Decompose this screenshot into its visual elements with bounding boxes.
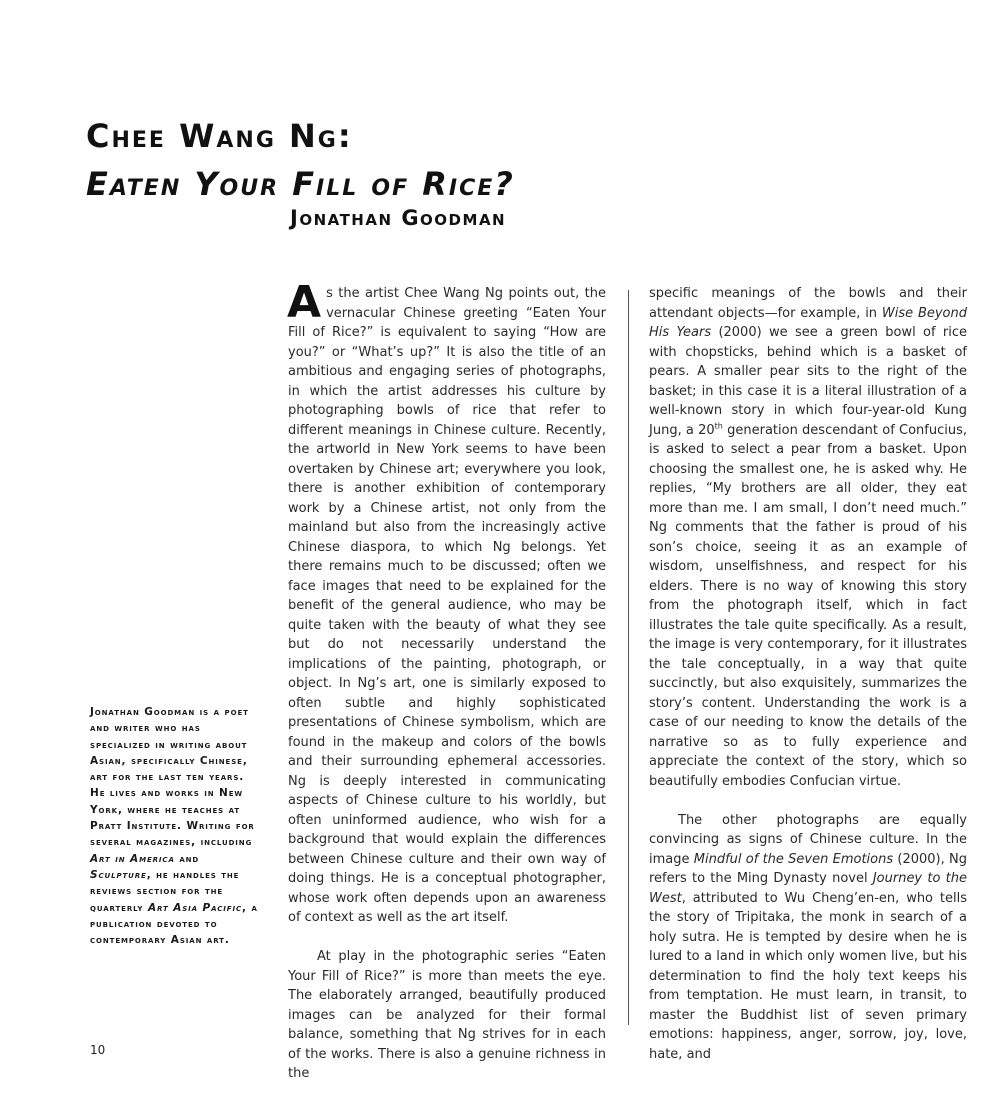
ordinal-suffix: th [714, 421, 723, 431]
title-line-1: Chee Wang Ng: [86, 117, 353, 155]
bio-text-2: , he handles the reviews section for the quarterly [90, 868, 240, 914]
paragraph-3-text-b: (2000) we see a green bowl of rice with chopsticks, behind which is a basket of pears. A smaller pear sits to the right of the basket; in this case it is a literal illustration of a well-known story in which four-year-old Kung Jung, a 20 [649, 325, 967, 438]
paragraph-3-text-a: specific meanings of the bowls and their attendant objects—for example, in [649, 286, 967, 321]
novel-title-journey: Journey to the West [649, 871, 967, 906]
paragraph-3 [649, 284, 967, 791]
page-number: 10 [90, 1043, 106, 1057]
body-column-2 [649, 284, 967, 1064]
author-byline: Jonathan Goodman [290, 206, 507, 230]
artwork-title-mindful: Mindful of the Seven Emotions [693, 851, 894, 867]
paragraph-3-text-c: generation descendant of Confucius, is asked to select a pear from a basket. Upon choosing the smallest one, he is asked why. He replies, “My brothers are all older, they eat more than me. I am small, I don’t need much.” Ng comments that the father is proud of his son’s choice, seeing it as an example of wisdom, unselfishness, and respect for his elders. There is no way of knowing this story from the photograph itself, which in fact illustrates the tale quite specifically. As a result, the image is very contemporary, for it illustrates the tale conceptually, in a way that quite succinctly, but also exquisitely, summarizes the story’s content. Understanding the work is a case of our needing to know the details of the narrative so as to fully experience and appreciate the context of the story, which so beautifully embodies Confucian virtue. [649, 422, 967, 789]
paragraph-4-text-a: The other photographs are equally convincing as signs of Chinese culture. In the image [649, 812, 967, 867]
column-divider [628, 290, 629, 1025]
paragraph-1 [287, 277, 606, 928]
bio-magazine-1: Art in America [90, 852, 175, 865]
bio-text-3: , a publication devoted to contemporary Asian art. [90, 901, 258, 947]
body-column-1 [287, 277, 606, 1084]
paragraph-2: At play in the photographic series “Eaten Your Fill of Rice?” is more than meets the eye. The elaborately arranged, beautifully produced images can be analyzed for their formal balance, something that Ng strives for in each of the works. There is also a genuine richness in the [288, 949, 606, 1081]
paragraph-4-text-c: , attributed to Wu Cheng’en-en, who tells the story of Tripitaka, the monk in search of a holy sutra. He is tempted by desire when he is lured to a land in which only women live, but his determination to find the holy text keeps his from temptation. He must learn, in transit, to master the Buddhist list of seven primary emotions: happiness, anger, sorrow, joy, love, hate, and [649, 890, 967, 1062]
bio-and: and [179, 852, 200, 865]
paragraph-4 [649, 811, 967, 1065]
drop-cap: A [287, 277, 322, 328]
bio-magazine-3: Art Asia Pacific [147, 901, 243, 914]
paragraph-4-text-b: (2000), Ng refers to the Ming Dynasty novel [649, 851, 967, 886]
title-line-2: Eaten Your Fill of Rice? [86, 165, 515, 203]
bio-magazine-2: Sculpture [90, 868, 147, 881]
artwork-title-wise-beyond: Wise Beyond His Years [649, 305, 967, 340]
author-bio [90, 704, 260, 948]
article-title [86, 112, 515, 208]
bio-text-1: Jonathan Goodman is a poet and writer who has specialized in writing about Asian, specifically Chinese, art for the last ten years. He lives and works in New York, where he teaches at Pratt Institute. Writing for several magazines, including [90, 706, 255, 849]
paragraph-1-text: s the artist Chee Wang Ng points out, the vernacular Chinese greeting “Eaten Your Fill of Rice?” is equivalent to saying “How are you?” or “What’s up?” It is also the title of an ambitious and engaging series of photographs, in which the artist addresses his culture by photographing bowls of rice that refer to different meanings in Chinese culture. Recently, the artworld in New York seems to have been overtaken by Chinese art; everywhere you look, there is another exhibition of contemporary work by a Chinese artist, not only from the mainland but also from the increasingly active Chinese diaspora, to which Ng belongs. Yet there remains much to be discussed; often we face images that need to be explained for the benefit of the general audience, who may be quite taken with the beauty of what they see but do not necessarily understand the implications of the painting, photograph, or object. In Ng’s art, one is similarly exposed to often subtle and highly sophisticated presentations of Chinese symbolism, which are found in the makeup and colors of the bowls and their surrounding ephemeral accessories. Ng is deeply interested in communicating aspects of Chinese culture to his worldly, but often uninformed audience, who wish for a background that would explain the differences between Chinese culture and their own way of doing things. He is a conceptual photographer, whose work often depends upon an awareness of context as well as the art itself. [288, 286, 606, 925]
